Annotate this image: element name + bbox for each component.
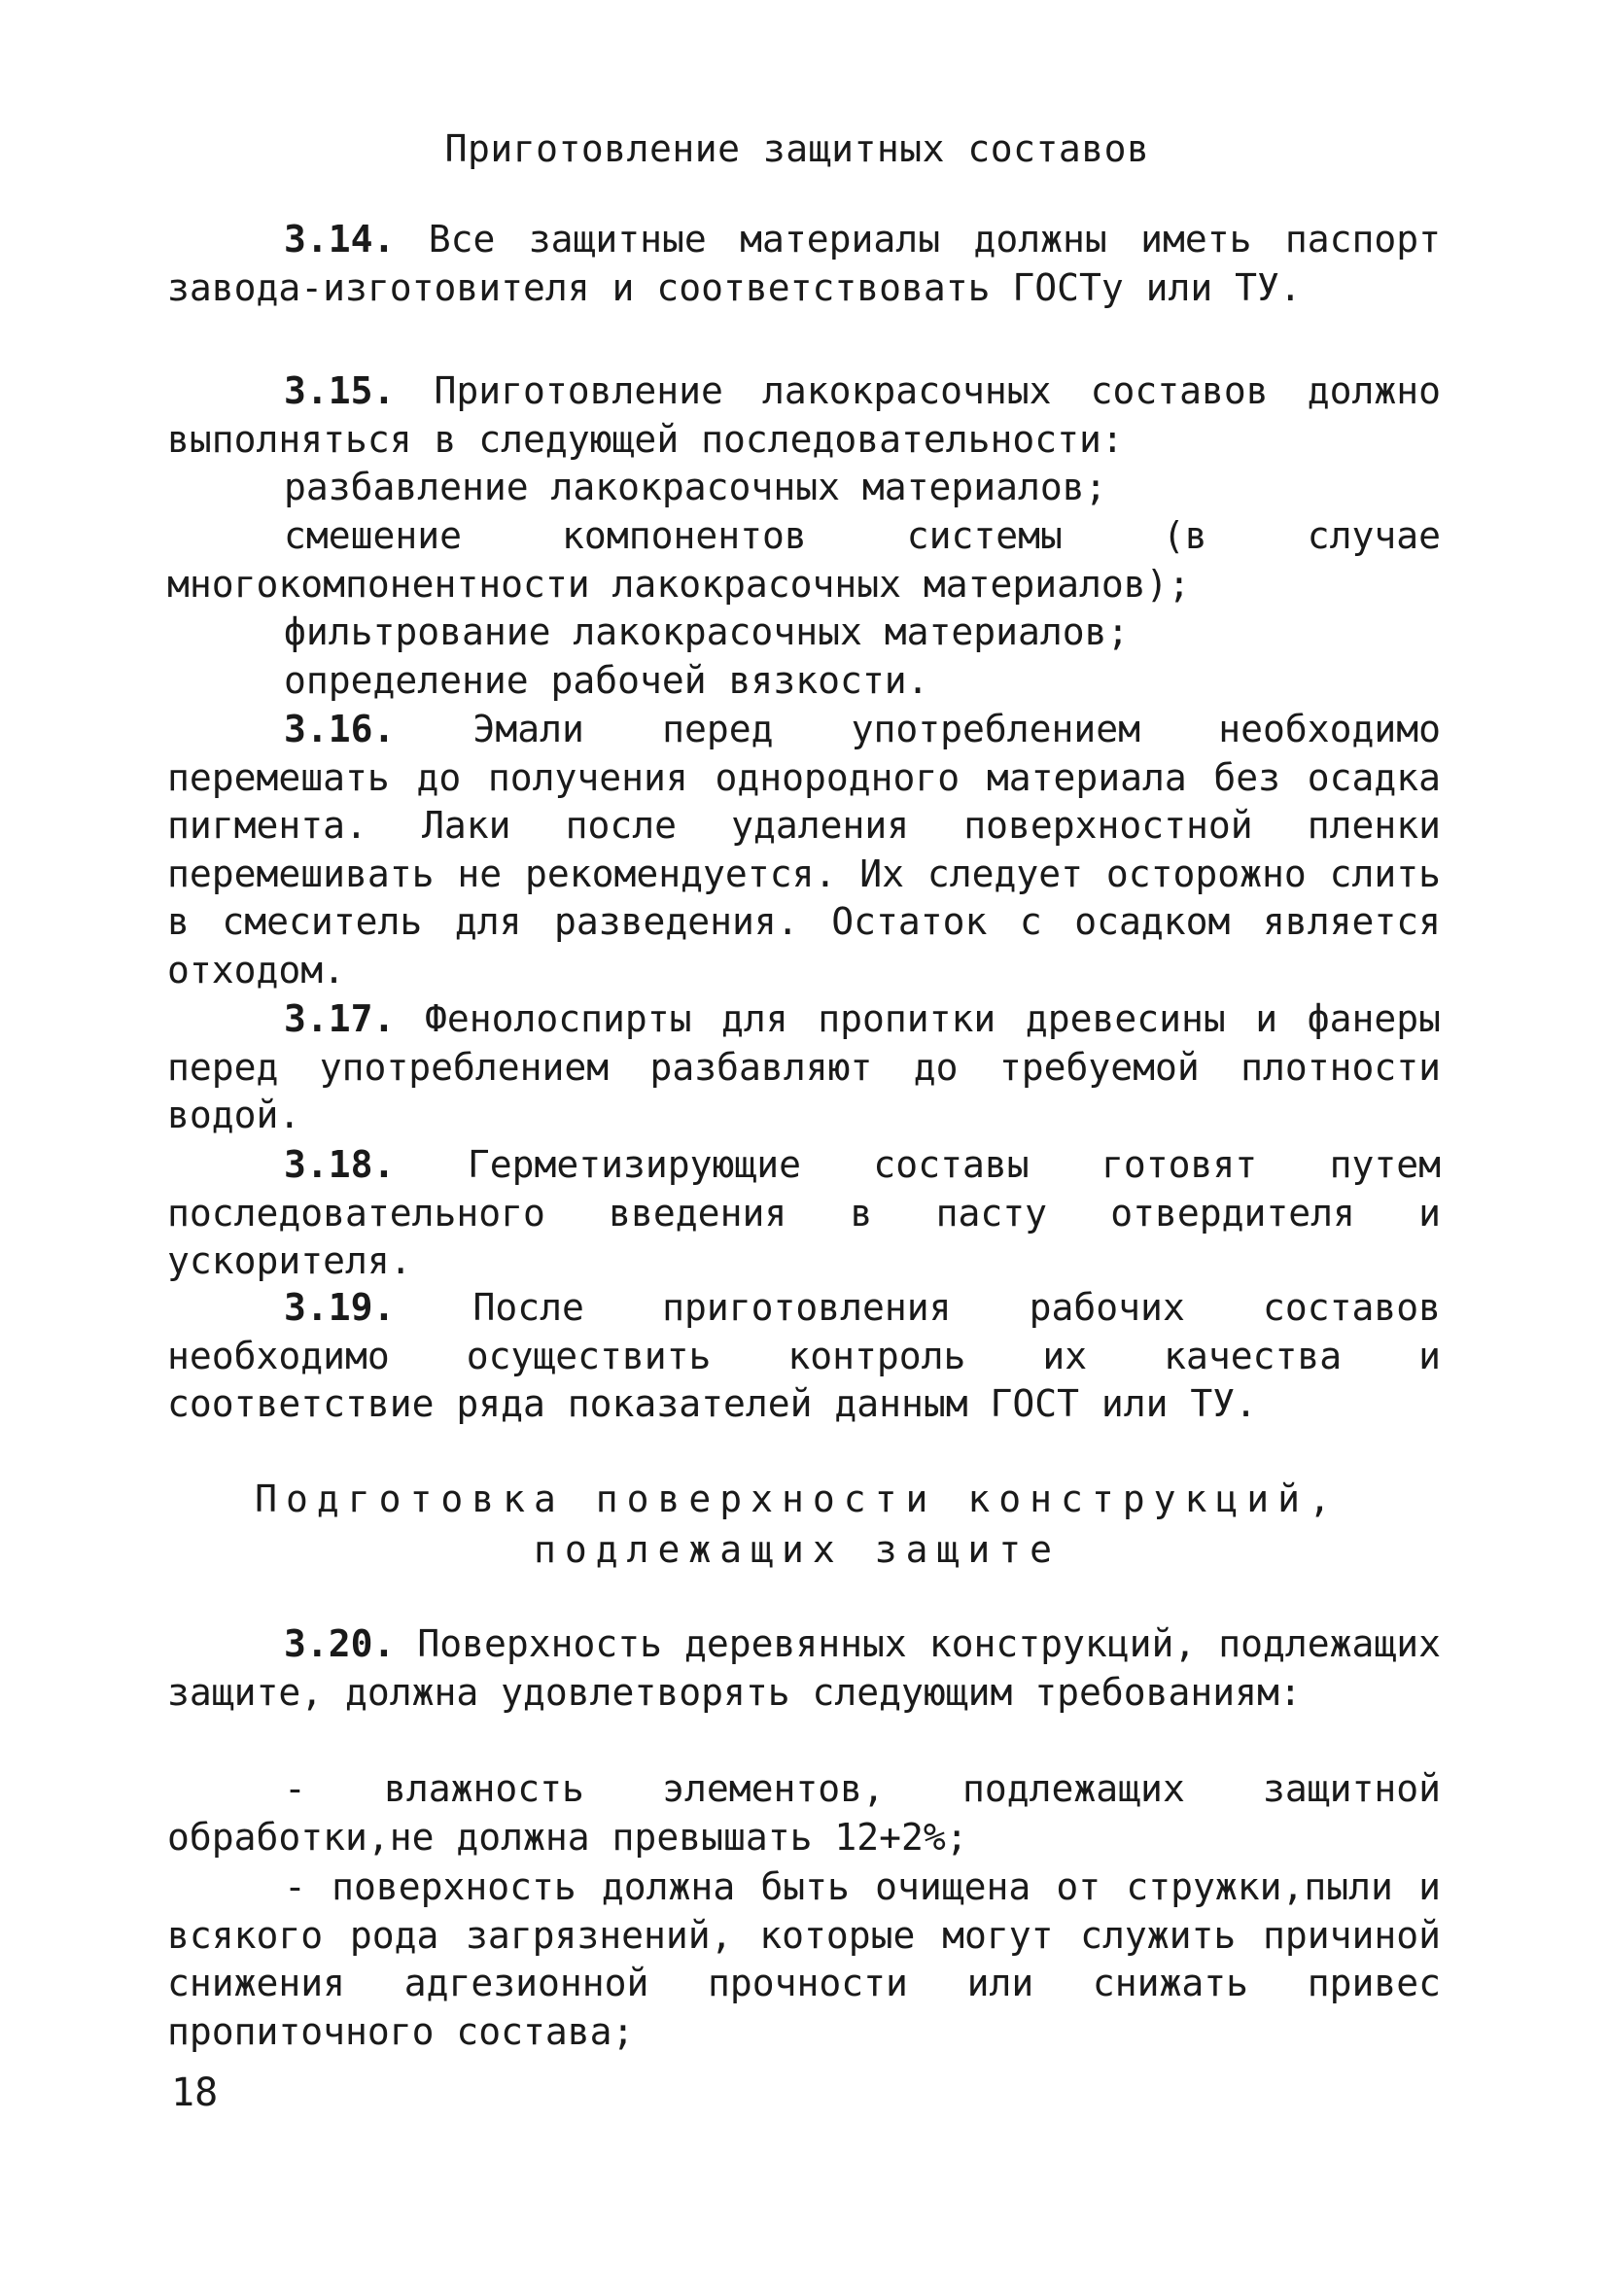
list-item: фильтрование лакокрасочных материалов; — [284, 610, 1130, 653]
paragraph-3-18 — [167, 1141, 1441, 1286]
clause-number: 3.17. — [284, 997, 396, 1040]
list-item: смешение компонентов системы (в случае многокомпонентности лакокрасочных материалов); — [167, 514, 1441, 606]
clause-text: После приготовления рабочих составов необходимо осуществить контроль их качества и соответствие ряда показателей данным ГОСТ или ТУ. — [167, 1286, 1441, 1425]
clause-text: Приготовление лакокрасочных составов должно выполняться в следующей последовательности: — [167, 369, 1441, 461]
paragraph-3-19 — [167, 1284, 1441, 1429]
clause-text: Эмали перед употреблением необходимо перемешать до получения однородного материала без осадка пигмента. Лаки после удаления поверхностной пленки перемешивать не рекомендуется. Их следует осторожно слить в смеситель для разведения. Остаток с осадком является отходом. — [167, 708, 1441, 991]
clause-number: 3.15. — [284, 369, 396, 412]
paragraph-3-17 — [167, 995, 1441, 1140]
clause-text: Фенолоспирты для пропитки древесины и фанеры перед употреблением разбавляют до требуемой плотности водой. — [167, 997, 1441, 1136]
clause-text: Поверхность деревянных конструкций, подлежащих защите, должна удовлетворять следующим требованиям: — [167, 1622, 1441, 1714]
clause-number: 3.18. — [284, 1143, 396, 1186]
clause-text: Все защитные материалы должны иметь паспорт завода-изготовителя и соответствовать ГОСТу или ТУ. — [167, 218, 1441, 309]
clause-number: 3.20. — [284, 1622, 396, 1665]
clause-number: 3.14. — [284, 218, 396, 261]
paragraph-3-16 — [167, 706, 1441, 994]
section-title-surface-line2: подлежащих защите — [534, 1528, 1061, 1571]
clause-text: Герметизирующие составы готовят путем последовательного введения в пасту отвердителя и ускорителя. — [167, 1143, 1441, 1282]
paragraph-3-14 — [167, 216, 1441, 312]
clause-number: 3.16. — [284, 708, 396, 750]
section-title-surface-line1: Подготовка поверхности конструкций, — [255, 1478, 1340, 1520]
paragraph-3-15 — [167, 367, 1441, 464]
list-item: разбавление лакокрасочных материалов; — [284, 466, 1107, 508]
page-number: 18 — [171, 2070, 219, 2115]
list-item: - влажность элементов, подлежащих защитной обработки,не должна превышать 12+2%; — [167, 1767, 1441, 1859]
list-item: определение рабочей вязкости. — [284, 659, 929, 702]
list-item: - поверхность должна быть очищена от стружки,пыли и всякого рода загрязнений, которые могут служить причиной снижения адгезионной прочности или снижать привес пропиточного состава; — [167, 1865, 1441, 2053]
paragraph-3-20 — [167, 1620, 1441, 1717]
clause-number: 3.19. — [284, 1286, 396, 1329]
section-title-preparation: Приготовление защитных составов — [444, 127, 1150, 170]
